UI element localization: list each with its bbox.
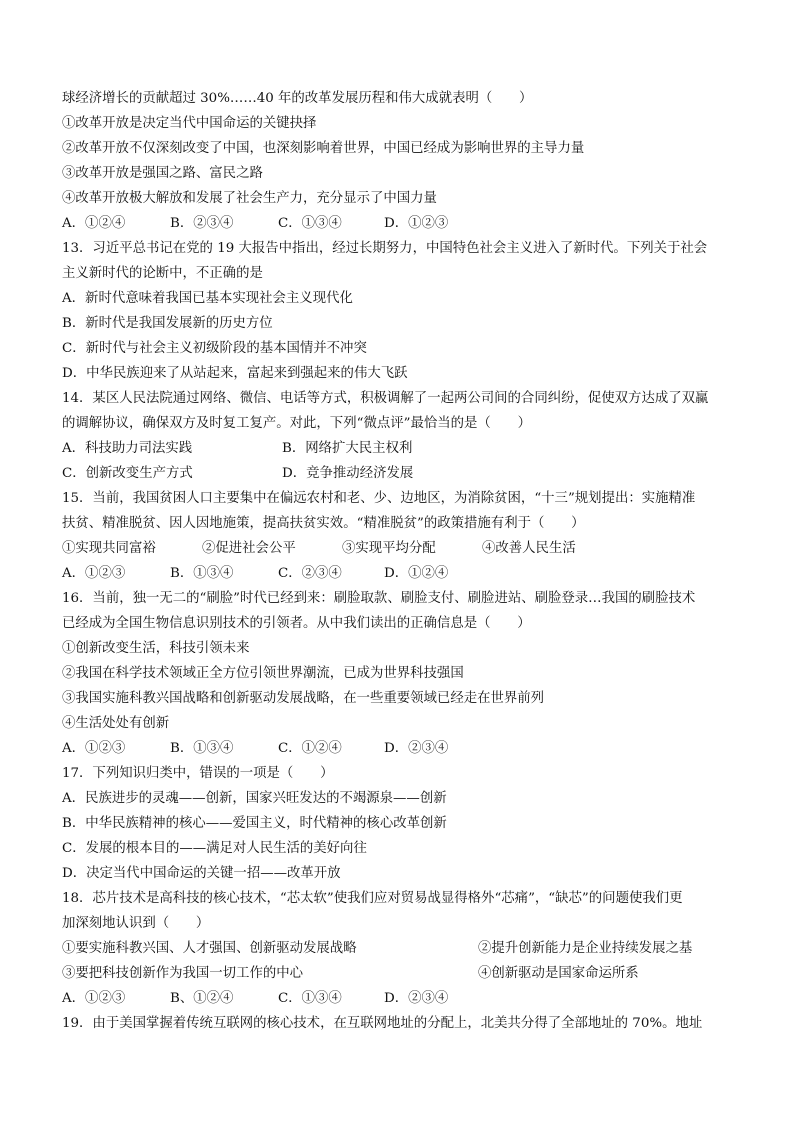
q12-option-d[interactable]: D．①②③: [384, 216, 449, 231]
q14-option-a[interactable]: A．科技助力司法实践: [62, 441, 193, 456]
q18-item-2: ②提升创新能力是企业持续发展之基: [478, 941, 693, 956]
q15-option-b[interactable]: B．①③④: [170, 566, 234, 581]
q12-item-3: ③改革开放是强国之路、富民之路: [62, 166, 263, 181]
q17-option-c[interactable]: C．发展的根本目的——满足对人民生活的美好向往: [62, 841, 367, 856]
q13-option-a[interactable]: A．新时代意味着我国已基本实现社会主义现代化: [62, 291, 353, 306]
q15-item-4: ④改善人民生活: [482, 541, 576, 556]
q15-item-3: ③实现平均分配: [342, 541, 436, 556]
q15-option-d[interactable]: D．①②④: [384, 566, 449, 581]
q19-stem-line-1: 19．由于美国掌握着传统互联网的核心技术，在互联网地址的分配上，北美共分得了全部地址的 70%。地址: [62, 1016, 703, 1031]
q14-stem-line-2: 的调解协议，确保双方及时复工复产。对此，下列“微点评”最恰当的是（ ）: [62, 416, 531, 431]
q17-stem: 17．下列知识归类中，错误的一项是（ ）: [62, 766, 334, 781]
q16-stem-line-2: 已经成为全国生物信息识别技术的引领者。从中我们读出的正确信息是（ ）: [62, 616, 531, 631]
q12-option-a[interactable]: A．①②④: [62, 216, 126, 231]
q16-item-1: ①创新改变生活，科技引领未来: [62, 641, 250, 656]
q14-stem-line-1: 14．某区人民法院通过网络、微信、电话等方式，积极调解了一起两公司间的合同纠纷，促使双方达成了双赢: [62, 391, 709, 406]
q18-option-d[interactable]: D．②③④: [384, 991, 449, 1006]
q13-stem-line-2: 主义新时代的论断中，不正确的是: [62, 266, 263, 281]
q14-option-d[interactable]: D．竞争推动经济发展: [282, 466, 414, 481]
q12-option-b[interactable]: B．②③④: [170, 216, 234, 231]
q18-item-1: ①要实施科教兴国、人才强国、创新驱动发展战略: [62, 941, 357, 956]
q18-stem-line-2: 加深刻地认识到（ ）: [62, 916, 210, 931]
q18-item-3: ③要把科技创新作为我国一切工作的中心: [62, 966, 304, 981]
q16-stem-line-1: 16．当前，独一无二的“刷脸”时代已经到来：刷脸取款、刷脸支付、刷脸进站、刷脸登录…我国的刷脸技术: [62, 591, 696, 606]
q15-stem-line-1: 15．当前，我国贫困人口主要集中在偏远农村和老、少、边地区，为消除贫困，“十三”规划提出：实施精准: [62, 491, 696, 506]
q18-item-4: ④创新驱动是国家命运所系: [478, 966, 639, 981]
q12-item-1: ①改革开放是决定当代中国命运的关键抉择: [62, 116, 317, 131]
q15-item-1: ①实现共同富裕: [62, 541, 156, 556]
q12-item-2: ②改革开放不仅深刻改变了中国，也深刻影响着世界，中国已经成为影响世界的主导力量: [62, 141, 585, 156]
q18-option-c[interactable]: C．①③④: [278, 991, 342, 1006]
q14-option-c[interactable]: C．创新改变生产方式: [62, 466, 193, 481]
q12-stem: 球经济增长的贡献超过 30%……40 年的改革发展历程和伟大成就表明（ ）: [62, 91, 533, 106]
q12-item-4: ④改革开放极大解放和发展了社会生产力，充分显示了中国力量: [62, 191, 437, 206]
q16-option-c[interactable]: C．①②④: [278, 741, 342, 756]
q15-option-c[interactable]: C．②③④: [278, 566, 342, 581]
q12-option-c[interactable]: C．①③④: [278, 216, 342, 231]
q18-option-a[interactable]: A．①②③: [62, 991, 126, 1006]
q16-option-d[interactable]: D．②③④: [384, 741, 449, 756]
q16-item-2: ②我国在科学技术领域正全方位引领世界潮流，已成为世界科技强国: [62, 666, 464, 681]
q17-option-b[interactable]: B．中华民族精神的核心——爱国主义，时代精神的核心改革创新: [62, 816, 447, 831]
q15-option-a[interactable]: A．①②③: [62, 566, 126, 581]
q16-item-3: ③我国实施科教兴国战略和创新驱动发展战略，在一些重要领域已经走在世界前列: [62, 691, 545, 706]
q17-option-d[interactable]: D．决定当代中国命运的关键一招——改革开放: [62, 866, 341, 881]
q16-item-4: ④生活处处有创新: [62, 716, 170, 731]
q18-option-b[interactable]: B、①②④: [170, 991, 234, 1006]
q13-stem-line-1: 13．习近平总书记在党的 19 大报告中指出，经过长期努力，中国特色社会主义进入了新时代。下列关于社会: [62, 241, 708, 256]
q15-stem-line-2: 扶贫、精准脱贫、因人因地施策，提高扶贫实效。“精准脱贫”的政策措施有利于（ ）: [62, 516, 585, 531]
q13-option-d[interactable]: D．中华民族迎来了从站起来，富起来到强起来的伟大飞跃: [62, 366, 408, 381]
q13-option-c[interactable]: C．新时代与社会主义初级阶段的基本国情并不冲突: [62, 341, 367, 356]
q16-option-b[interactable]: B．①③④: [170, 741, 234, 756]
q17-option-a[interactable]: A．民族进步的灵魂——创新，国家兴旺发达的不竭源泉——创新: [62, 791, 447, 806]
q15-item-2: ②促进社会公平: [202, 541, 296, 556]
q16-option-a[interactable]: A．①②③: [62, 741, 126, 756]
q13-option-b[interactable]: B．新时代是我国发展新的历史方位: [62, 316, 273, 331]
q14-option-b[interactable]: B．网络扩大民主权利: [282, 441, 413, 456]
q18-stem-line-1: 18．芯片技术是高科技的核心技术，“芯太软”使我们应对贸易战显得格外“芯痛”，“缺芯”的问题使我们更: [62, 891, 683, 906]
